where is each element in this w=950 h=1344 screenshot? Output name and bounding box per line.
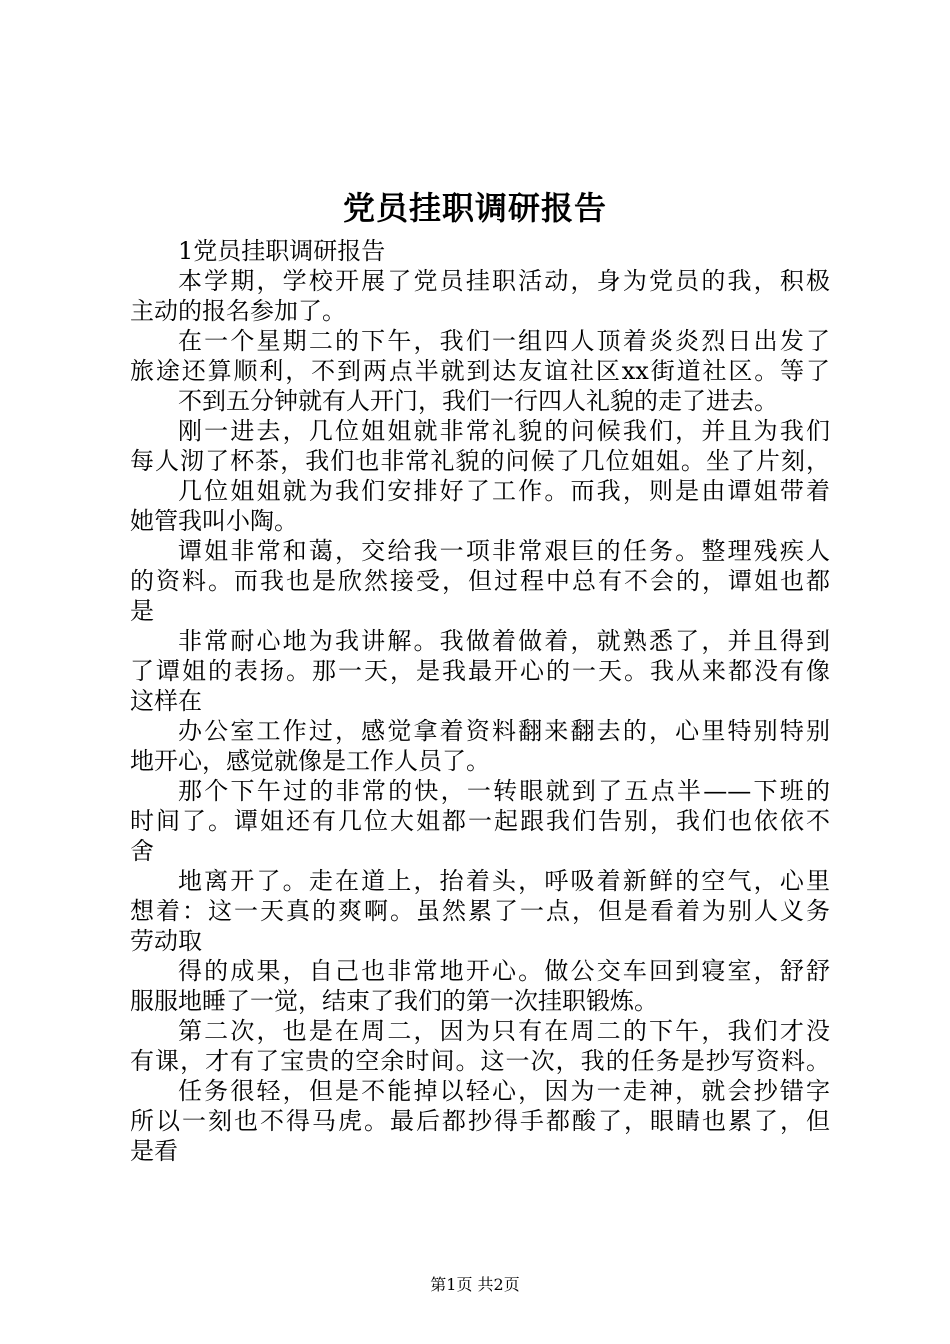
- document-title: 党员挂职调研报告: [342, 189, 607, 227]
- text-line: 劳动取: [130, 927, 202, 955]
- text-line: 的资料。而我也是欣然接受，但过程中总有不会的，谭姐也都: [130, 567, 830, 595]
- text-line: 这样在: [130, 687, 202, 715]
- text-line: 所以一刻也不得马虎。最后都抄得手都酸了，眼睛也累了，但: [130, 1107, 830, 1135]
- text-line: 每人沏了杯茶，我们也非常礼貌的问候了几位姐姐。坐了片刻，: [130, 447, 830, 475]
- text-line: 她管我叫小陶。: [130, 507, 298, 535]
- text-line: 不到五分钟就有人开门，我们一行四人礼貌的走了进去。: [178, 387, 778, 415]
- text-line: 舍: [130, 837, 154, 865]
- text-line: 服服地睡了一觉，结束了我们的第一次挂职锻炼。: [130, 987, 658, 1015]
- text-line: 在一个星期二的下午，我们一组四人顶着炎炎烈日出发了: [178, 327, 830, 355]
- text-line: 任务很轻，但是不能掉以轻心，因为一走神，就会抄错字: [178, 1077, 830, 1105]
- text-line: 是: [130, 597, 154, 625]
- text-line: 那个下午过的非常的快，一转眼就到了五点半——下班的: [178, 777, 830, 805]
- text-line: 有课，才有了宝贵的空余时间。这一次，我的任务是抄写资料。: [130, 1047, 830, 1075]
- text-line: 是看: [130, 1137, 178, 1165]
- text-line: 本学期，学校开展了党员挂职活动，身为党员的我，积极: [178, 267, 830, 295]
- text-line: 办公室工作过，感觉拿着资料翻来翻去的，心里特别特别: [178, 717, 830, 745]
- text-line: 谭姐非常和蔼，交给我一项非常艰巨的任务。整理残疾人: [178, 537, 830, 565]
- text-line: 第二次，也是在周二，因为只有在周二的下午，我们才没: [178, 1017, 830, 1045]
- text-line: 了谭姐的表扬。那一天，是我最开心的一天。我从来都没有像: [130, 657, 830, 685]
- document-body: [130, 236, 830, 1166]
- text-line: 主动的报名参加了。: [130, 297, 346, 325]
- text-line: 得的成果，自己也非常地开心。做公交车回到寝室，舒舒: [178, 957, 830, 985]
- text-line: 刚一进去，几位姐姐就非常礼貌的问候我们，并且为我们: [178, 417, 830, 445]
- text-line: 几位姐姐就为我们安排好了工作。而我，则是由谭姐带着: [178, 477, 830, 505]
- text-line: 1党员挂职调研报告: [178, 237, 386, 265]
- text-line: 地离开了。走在道上，抬着头，呼吸着新鲜的空气，心里: [178, 867, 830, 895]
- text-line: 时间了。谭姐还有几位大姐都一起跟我们告别，我们也依依不: [130, 807, 830, 835]
- page-footer: 第1页 共2页: [430, 1275, 520, 1294]
- text-line: 非常耐心地为我讲解。我做着做着，就熟悉了，并且得到: [178, 627, 830, 655]
- text-line: 旅途还算顺利，不到两点半就到达友谊社区xx街道社区。等了: [130, 357, 830, 385]
- text-line: 地开心，感觉就像是工作人员了。: [130, 747, 490, 775]
- text-line: 想着：这一天真的爽啊。虽然累了一点，但是看着为别人义务: [130, 897, 830, 925]
